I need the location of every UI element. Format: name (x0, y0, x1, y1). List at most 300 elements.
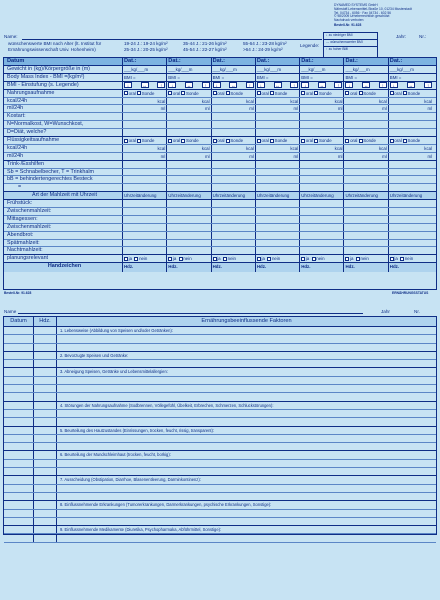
sonde-checkbox[interactable] (403, 91, 407, 95)
meal-cell[interactable] (300, 240, 344, 247)
ml-cell[interactable]: ml (300, 105, 344, 112)
factor-date-cell[interactable] (4, 360, 34, 367)
meal-cell[interactable] (256, 247, 300, 254)
oral-label: oral (261, 90, 269, 96)
kcal-cell[interactable]: kcal (256, 145, 300, 152)
factor-sign-cell[interactable] (34, 360, 57, 367)
aids-cell[interactable] (123, 169, 167, 176)
name-line[interactable] (22, 39, 322, 40)
factor-entry[interactable] (57, 443, 436, 450)
arrow-up-icon[interactable]: ↑ (202, 82, 210, 88)
meal-cell[interactable] (300, 208, 344, 215)
factor-date-cell[interactable] (4, 393, 34, 400)
factor-sign-cell[interactable] (34, 418, 57, 425)
oral-checkbox[interactable] (345, 139, 349, 143)
meal-cell[interactable] (256, 216, 300, 223)
yes-checkbox[interactable] (213, 257, 217, 261)
factor-sign-cell[interactable] (34, 510, 57, 517)
yes-checkbox[interactable] (345, 257, 349, 261)
arrow-down-icon[interactable]: ↓ (390, 82, 398, 88)
weight-cell[interactable]: ___kg/___m (123, 66, 167, 73)
aids-cell[interactable] (212, 161, 256, 168)
no-checkbox[interactable] (356, 257, 360, 261)
bmi-cell[interactable]: BMI = (212, 74, 256, 81)
bmi-desc-line1: wünschenswerte BMI nach Alter (lt. Institut für (8, 41, 102, 46)
aids-cell[interactable] (389, 184, 433, 191)
ml-cell[interactable]: ml (123, 153, 167, 160)
oral-checkbox[interactable] (345, 91, 349, 95)
factor-date-cell[interactable] (4, 534, 34, 541)
arrow-down-icon[interactable]: ↓ (124, 82, 132, 88)
factor-date-cell[interactable] (4, 451, 34, 458)
meal-cell[interactable] (167, 240, 211, 247)
meal-cell[interactable] (256, 224, 300, 231)
date-cell[interactable]: Dat.: (256, 58, 300, 65)
date-cell[interactable]: Dat.: (300, 58, 344, 65)
factor-entry[interactable] (57, 534, 436, 541)
factor-sign-cell[interactable] (34, 493, 57, 500)
aids-cell[interactable] (344, 184, 388, 191)
bmi-cell[interactable]: BMI = (256, 74, 300, 81)
route-cell (256, 90, 300, 97)
factor-date-cell[interactable] (4, 485, 34, 492)
yes-checkbox[interactable] (301, 257, 305, 261)
date-cell[interactable]: Dat.: (123, 58, 167, 65)
meal-cell[interactable] (123, 224, 167, 231)
factor-date-cell[interactable] (4, 410, 34, 417)
meal-cell[interactable] (256, 232, 300, 239)
kcal-cell[interactable]: kcal (256, 98, 300, 105)
factor-date-cell[interactable] (4, 427, 34, 434)
aids-cell[interactable] (123, 184, 167, 191)
kostart-cell[interactable] (344, 121, 388, 128)
factor-sign-cell[interactable] (34, 476, 57, 483)
meal-cell[interactable] (212, 208, 256, 215)
arrow-both-icon[interactable]: ↔ (319, 83, 325, 89)
aids-cell[interactable] (389, 169, 433, 176)
weight-cell[interactable]: ___kg/___m (167, 66, 211, 73)
aids-cell[interactable] (389, 161, 433, 168)
factor-date-cell[interactable] (4, 418, 34, 425)
meal-cell[interactable] (389, 224, 433, 231)
factor-entry[interactable] (57, 468, 436, 475)
kostart-cell[interactable] (167, 121, 211, 128)
weight-cell[interactable]: ___kg/___m (389, 67, 414, 72)
kostart-cell[interactable] (123, 129, 167, 136)
arrow-up-icon[interactable]: ↑ (290, 82, 298, 88)
factor-sign-cell[interactable] (34, 410, 57, 417)
factor-sign-cell[interactable] (34, 344, 57, 351)
ml-cell[interactable]: ml (256, 153, 300, 160)
meal-cell[interactable] (167, 216, 211, 223)
factor-date-cell[interactable] (4, 344, 34, 351)
bmi-cell[interactable]: BMI = (167, 74, 211, 81)
factor-sign-cell[interactable] (34, 485, 57, 492)
meal-cell[interactable] (344, 208, 388, 215)
meal-cell[interactable] (167, 247, 211, 254)
kostart-cell[interactable] (167, 129, 211, 136)
factor-date-cell[interactable] (4, 460, 34, 467)
arrow-down-icon[interactable]: ↓ (168, 82, 176, 88)
oral-checkbox[interactable] (301, 91, 305, 95)
oral-checkbox[interactable] (301, 139, 305, 143)
arrow-up-icon[interactable]: ↑ (334, 82, 342, 88)
aids-cell[interactable] (167, 176, 211, 183)
factor-date-cell[interactable] (4, 402, 34, 409)
arrow-up-icon[interactable]: ↑ (379, 82, 387, 88)
kostart-cell[interactable] (123, 121, 167, 128)
oral-checkbox[interactable] (124, 139, 128, 143)
ml-cell[interactable]: ml (427, 106, 433, 112)
ml-cell[interactable]: ml (167, 105, 211, 112)
aids-cell[interactable] (344, 169, 388, 176)
factor-sign-cell[interactable] (34, 518, 57, 525)
oral-checkbox[interactable] (213, 139, 217, 143)
bmi-cell[interactable]: BMI = (344, 74, 388, 81)
factor-sign-cell[interactable] (34, 435, 57, 442)
aids-cell[interactable] (167, 184, 211, 191)
aids-cell[interactable] (212, 169, 256, 176)
aids-cell[interactable] (123, 161, 167, 168)
kostart-cell[interactable] (212, 121, 256, 128)
signature-cell[interactable]: Hdz. (123, 263, 167, 272)
yes-checkbox[interactable] (124, 257, 128, 261)
signature-cell[interactable]: Hdz. (389, 264, 400, 270)
arrow-up-icon[interactable]: ↑ (246, 82, 254, 88)
kostart-cell[interactable] (300, 129, 344, 136)
date-cell[interactable]: Dat.: (212, 58, 256, 65)
kostart-cell[interactable] (212, 113, 256, 120)
meal-cell[interactable] (212, 216, 256, 223)
kostart-cell[interactable] (344, 129, 388, 136)
factor-sign-cell[interactable] (34, 368, 57, 375)
oral-label: oral (261, 138, 269, 144)
factor-sign-cell[interactable] (34, 377, 57, 384)
factor-date-cell[interactable] (4, 327, 34, 334)
factor-entry[interactable] (57, 344, 436, 351)
meal-cell[interactable] (167, 224, 211, 231)
factor-date-cell[interactable] (4, 443, 34, 450)
factor-date-cell[interactable] (4, 476, 34, 483)
oral-checkbox[interactable] (168, 139, 172, 143)
bmi-cell[interactable]: BMI = (300, 74, 344, 81)
aids-cell[interactable] (167, 169, 211, 176)
meal-cell[interactable] (123, 208, 167, 215)
factor-entry[interactable] (57, 518, 436, 525)
time-change-cell[interactable]: Uhrzeitänderung (123, 192, 167, 199)
factor-date-cell[interactable] (4, 377, 34, 384)
factor-sign-cell[interactable] (34, 427, 57, 434)
meal-cell[interactable] (389, 216, 433, 223)
kcal-cell[interactable]: kcal (300, 145, 344, 152)
time-change-cell[interactable]: Uhrzeitänderung (344, 192, 388, 199)
meal-label: Zwischenmahlzeit: (4, 224, 123, 231)
meal-cell[interactable] (256, 208, 300, 215)
aids-cell[interactable] (300, 161, 344, 168)
sonde-checkbox[interactable] (270, 139, 274, 143)
factor-entry[interactable] (57, 418, 436, 425)
oral-checkbox[interactable] (124, 91, 128, 95)
kostart-cell[interactable] (389, 129, 433, 136)
meal-cell[interactable] (123, 247, 167, 254)
meal-cell[interactable] (212, 240, 256, 247)
aids-cell[interactable] (300, 176, 344, 183)
factor-sign-cell[interactable] (34, 443, 57, 450)
factor-sign-cell[interactable] (34, 335, 57, 342)
ml-cell[interactable]: ml (123, 105, 167, 112)
oral-label: oral (394, 138, 402, 144)
kcal-cell[interactable]: kcal (167, 145, 211, 152)
date-cell[interactable]: Dat.: (344, 58, 388, 65)
signature-cell[interactable]: Hdz. (300, 263, 344, 272)
factor-sign-cell[interactable] (34, 501, 57, 508)
factor-date-cell[interactable] (4, 385, 34, 392)
arrow-up-icon[interactable]: ↑ (157, 82, 165, 88)
meal-cell[interactable] (167, 232, 211, 239)
factor-entry[interactable] (57, 510, 436, 517)
sonde-checkbox[interactable] (137, 139, 141, 143)
yes-label: ja (128, 256, 133, 262)
factor-entry[interactable] (57, 335, 436, 342)
meal-cell[interactable] (344, 216, 388, 223)
sonde-checkbox[interactable] (270, 91, 274, 95)
meal-cell[interactable] (389, 208, 433, 215)
kcal-cell[interactable]: kcal (123, 98, 167, 105)
sonde-checkbox[interactable] (314, 91, 318, 95)
meal-cell[interactable] (300, 232, 344, 239)
aids-cell[interactable] (256, 161, 300, 168)
kcal-cell[interactable]: kcal (212, 98, 256, 105)
factor-entry[interactable] (57, 385, 436, 392)
signature-row (4, 263, 436, 272)
meal-cell[interactable] (212, 224, 256, 231)
sonde-label: Sonde (363, 90, 376, 96)
meal-cell[interactable] (167, 200, 211, 207)
aids-cell[interactable] (167, 161, 211, 168)
aids-cell[interactable] (344, 161, 388, 168)
aids-cell[interactable] (300, 169, 344, 176)
arrow-both-icon[interactable]: ↔ (186, 83, 192, 89)
factor-sign-cell[interactable] (34, 385, 57, 392)
date-cell[interactable]: Dat.: (389, 58, 403, 64)
factor-sign-cell[interactable] (34, 327, 57, 334)
meal-label: Spätmahlzeit: (4, 240, 123, 247)
time-change-cell[interactable]: Uhrzeitänderung (167, 192, 211, 199)
no-checkbox[interactable] (400, 257, 404, 261)
bmi-status-label: BMI - Einstufung (s. Legende) (4, 82, 123, 89)
signature-cell[interactable]: Hdz. (344, 263, 388, 272)
fluid-row (4, 137, 436, 145)
factor-date-cell[interactable] (4, 352, 34, 359)
ml-cell[interactable]: ml (344, 153, 388, 160)
time-change-cell[interactable]: Uhrzeitänderung (389, 193, 423, 199)
meal-cell[interactable] (389, 232, 433, 239)
sonde-checkbox[interactable] (181, 91, 185, 95)
meal-cell[interactable] (212, 247, 256, 254)
factor-entry[interactable] (57, 460, 436, 467)
arrow-up-icon[interactable]: ↑ (424, 82, 432, 88)
time-change-cell[interactable]: Uhrzeitänderung (300, 192, 344, 199)
time-change-cell[interactable]: Uhrzeitänderung (212, 192, 256, 199)
kostart-cell[interactable] (389, 121, 433, 128)
ml-cell[interactable]: ml (300, 153, 344, 160)
kcal-cell[interactable]: kcal (212, 145, 256, 152)
factor-date-cell[interactable] (4, 435, 34, 442)
kostart-cell[interactable] (389, 113, 433, 120)
arrow-both-icon[interactable]: ↔ (363, 83, 369, 89)
signature-cell[interactable]: Hdz. (167, 263, 211, 272)
sonde-checkbox[interactable] (314, 139, 318, 143)
factor-date-cell[interactable] (4, 526, 34, 533)
factor-sign-cell[interactable] (34, 460, 57, 467)
kostart-cell[interactable] (123, 113, 167, 120)
factor-entry[interactable] (57, 493, 436, 500)
kcal-cell[interactable]: kcal (344, 98, 388, 105)
no-checkbox[interactable] (134, 257, 138, 261)
kostart-cell[interactable] (256, 129, 300, 136)
factor-entry[interactable] (57, 393, 436, 400)
kostart-cell[interactable] (167, 113, 211, 120)
factor-date-cell[interactable] (4, 493, 34, 500)
weight-cell[interactable]: ___kg/___m (212, 66, 256, 73)
kcal-cell[interactable]: kcal (344, 145, 388, 152)
kcal-cell[interactable]: kcal (300, 98, 344, 105)
factor-sign-cell[interactable] (34, 468, 57, 475)
factor-sign-cell[interactable] (34, 352, 57, 359)
weight-cell[interactable]: ___kg/___m (300, 66, 344, 73)
bmi-cell[interactable]: BMI = (389, 74, 402, 80)
meal-cell[interactable] (256, 240, 300, 247)
meal-cell[interactable] (389, 200, 433, 207)
factor-sign-cell[interactable] (34, 393, 57, 400)
meal-cell[interactable] (300, 200, 344, 207)
ml-cell[interactable]: ml (212, 105, 256, 112)
meal-cell[interactable] (389, 240, 433, 247)
aids-cell[interactable] (123, 176, 167, 183)
arrow-down-icon[interactable]: ↓ (257, 82, 265, 88)
meal-cell[interactable] (123, 232, 167, 239)
sonde-label: Sonde (141, 138, 155, 144)
ml-cell[interactable]: ml (427, 153, 433, 159)
factor-entry[interactable] (57, 410, 436, 417)
sonde-checkbox[interactable] (403, 139, 407, 143)
meal-cell[interactable] (123, 200, 167, 207)
aids-cell[interactable] (212, 176, 256, 183)
sonde-checkbox[interactable] (137, 91, 141, 95)
weight-cell[interactable]: ___kg/___m (256, 66, 300, 73)
factor-entry[interactable] (57, 377, 436, 384)
bmi-status-cell (344, 82, 388, 89)
factors-name-line[interactable] (18, 313, 363, 314)
kcal-cell[interactable]: kcal (424, 98, 433, 104)
arrow-down-icon[interactable]: ↓ (213, 82, 221, 88)
signature-cell[interactable]: Hdz. (256, 263, 300, 272)
arrow-both-icon[interactable]: ↔ (275, 83, 280, 89)
factor-row (4, 451, 436, 459)
oral-checkbox[interactable] (168, 91, 172, 95)
name-label: Name: (4, 34, 18, 39)
meal-cell[interactable] (300, 224, 344, 231)
arrow-both-icon[interactable]: ↔ (230, 83, 236, 89)
kostart-cell[interactable] (256, 113, 300, 120)
weight-cell[interactable]: ___kg/___m (344, 66, 388, 73)
factor-date-cell[interactable] (4, 501, 34, 508)
date-cell[interactable]: Dat.: (167, 58, 211, 65)
sonde-checkbox[interactable] (181, 139, 185, 143)
factor-date-cell[interactable] (4, 468, 34, 475)
factor-entry[interactable] (57, 435, 436, 442)
aids-cell[interactable] (256, 184, 300, 191)
kostart-cell[interactable] (256, 121, 300, 128)
factor-sign-cell[interactable] (34, 534, 57, 541)
meal-cell[interactable] (344, 240, 388, 247)
kostart-cell[interactable] (344, 113, 388, 120)
oral-checkbox[interactable] (213, 91, 217, 95)
yes-checkbox[interactable] (168, 257, 172, 261)
signature-cell[interactable]: Hdz. (212, 263, 256, 272)
ml-cell[interactable]: ml (212, 153, 256, 160)
aids-cell[interactable] (389, 176, 433, 183)
kcal-cell[interactable]: kcal (424, 145, 433, 151)
meal-cell[interactable] (123, 240, 167, 247)
factor-date-cell[interactable] (4, 518, 34, 525)
factor-sign-cell[interactable] (34, 526, 57, 533)
date-header: Datum (4, 58, 123, 65)
aids-cell[interactable] (256, 169, 300, 176)
factor-date-cell[interactable] (4, 335, 34, 342)
meal-cell[interactable] (167, 208, 211, 215)
ml-cell[interactable]: ml (344, 105, 388, 112)
meal-cell[interactable] (344, 232, 388, 239)
factor-date-cell[interactable] (4, 368, 34, 375)
arrow-both-icon[interactable]: ↔ (408, 83, 414, 89)
meal-cell[interactable] (389, 247, 433, 254)
kcal-cell[interactable]: kcal (167, 98, 211, 105)
arrow-both-icon[interactable]: ↔ (142, 83, 147, 89)
meal-cell[interactable] (212, 232, 256, 239)
kostart-cell[interactable] (212, 129, 256, 136)
time-change-cell[interactable]: Uhrzeitänderung (256, 192, 300, 199)
meal-cell[interactable] (256, 200, 300, 207)
aids-cell[interactable] (212, 184, 256, 191)
factor-date-cell[interactable] (4, 510, 34, 517)
factor-sign-cell[interactable] (34, 402, 57, 409)
kostart-cell[interactable] (300, 121, 344, 128)
aids-cell[interactable] (256, 176, 300, 183)
kcal-cell[interactable]: kcal (123, 145, 167, 152)
meal-cell[interactable] (344, 247, 388, 254)
arrow-down-icon[interactable]: ↓ (345, 82, 353, 88)
factor-entry[interactable] (57, 360, 436, 367)
meal-cell[interactable] (344, 200, 388, 207)
ml-cell[interactable]: ml (256, 105, 300, 112)
meal-cell[interactable] (300, 247, 344, 254)
factor-entry[interactable] (57, 485, 436, 492)
bmi-cell[interactable]: BMI = (123, 74, 167, 81)
ml-cell[interactable]: ml (167, 153, 211, 160)
kostart-cell[interactable] (300, 113, 344, 120)
arrow-down-icon[interactable]: ↓ (301, 82, 309, 88)
no-checkbox[interactable] (267, 257, 271, 261)
aids-cell[interactable] (344, 176, 388, 183)
no-checkbox[interactable] (223, 257, 227, 261)
meal-cell[interactable] (212, 200, 256, 207)
aids-cell[interactable] (300, 184, 344, 191)
factor-sign-cell[interactable] (34, 451, 57, 458)
meal-cell[interactable] (300, 216, 344, 223)
meal-cell[interactable] (123, 216, 167, 223)
meal-cell[interactable] (344, 224, 388, 231)
